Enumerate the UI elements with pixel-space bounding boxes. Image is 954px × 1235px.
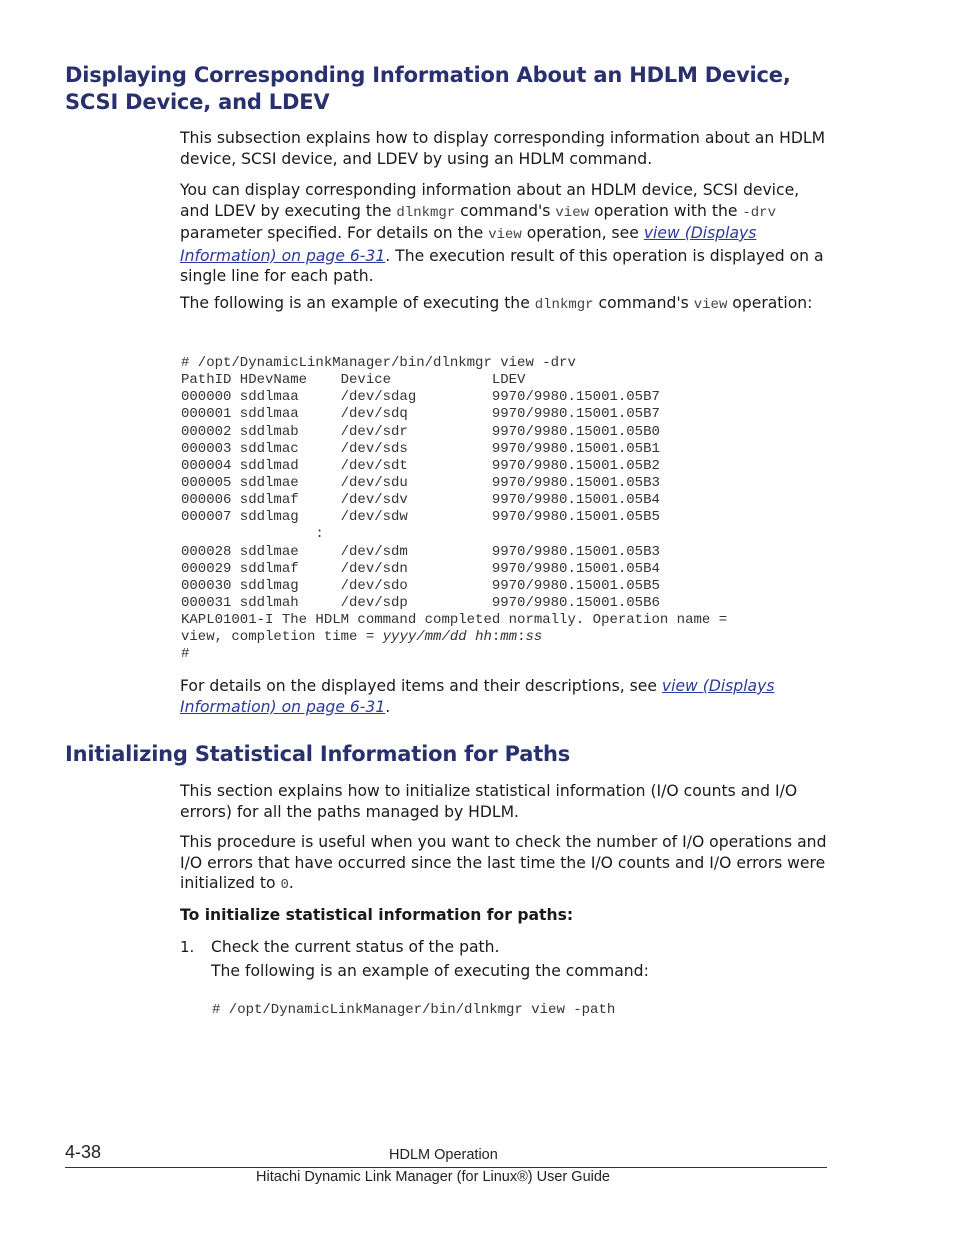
code-text: : bbox=[517, 629, 526, 646]
paragraph-intro: This subsection explains how to display corresponding information about an HDLM device, SCSI device, and LDEV by using an HDLM command. bbox=[180, 129, 826, 168]
text-run: You can display corresponding information about an HDLM device, SCSI device, and LDEV by executing the bbox=[180, 181, 800, 220]
code-block-view-path bbox=[212, 1002, 615, 1019]
code-text: view, completion time = bbox=[181, 629, 383, 646]
text-run: The following is an example of executing the bbox=[180, 294, 535, 312]
footer-chapter: HDLM Operation bbox=[389, 1147, 498, 1163]
code-line: 000030 sddlmag /dev/sdo 9970/9980.15001.05B5 bbox=[181, 577, 660, 594]
code-placeholder-ss: ss bbox=[525, 629, 543, 646]
inline-code: view bbox=[693, 297, 728, 313]
text-run: . bbox=[288, 874, 294, 892]
code-line: 000029 sddlmaf /dev/sdn 9970/9980.15001.05B4 bbox=[181, 560, 660, 577]
paragraph-example-intro bbox=[180, 293, 830, 316]
code-line: 000031 sddlmah /dev/sdp 9970/9980.15001.05B6 bbox=[181, 594, 660, 611]
text-run: This procedure is useful when you want to check the number of I/O operations and I/O errors that have occurred since the last time the I/O counts and I/O errors were initialized to bbox=[180, 833, 827, 892]
code-line: # /opt/DynamicLinkManager/bin/dlnkmgr view -path bbox=[212, 1002, 616, 1018]
code-block-view-drv bbox=[181, 355, 727, 664]
section-heading-initializing-stats: Initializing Statistical Information for Paths bbox=[65, 742, 571, 766]
paragraph-init-purpose bbox=[180, 832, 830, 896]
text-run: . The execution result of this operation is displayed on a single line for each path. bbox=[180, 246, 824, 285]
text-run: command's bbox=[455, 201, 556, 220]
inline-code: view bbox=[555, 204, 589, 221]
code-line-completion-time bbox=[181, 629, 727, 646]
procedure-title: To initialize statistical information for paths: bbox=[180, 906, 574, 924]
paragraph-init-intro: This section explains how to initialize statistical information (I/O counts and I/O errors) for all the paths managed by HDLM. bbox=[180, 782, 798, 821]
text-run: parameter specified. For details on the bbox=[180, 224, 489, 242]
paragraph-view-drv bbox=[180, 180, 830, 287]
paragraph-details bbox=[180, 676, 830, 717]
xref-link-view-2[interactable]: view (Displays Information) on page 6-31 bbox=[180, 677, 775, 716]
inline-code: view bbox=[488, 227, 522, 243]
code-placeholder-mm: mm bbox=[500, 629, 518, 646]
code-line: 000005 sddlmae /dev/sdu 9970/9980.15001.05B3 bbox=[181, 474, 660, 491]
step-number: 1. bbox=[180, 938, 195, 956]
code-line: 000007 sddlmag /dev/sdw 9970/9980.15001.05B5 bbox=[181, 509, 660, 526]
code-text bbox=[467, 629, 475, 645]
text-run: . bbox=[385, 697, 391, 716]
step-subtext: The following is an example of executing the command: bbox=[211, 962, 649, 980]
code-line: 000004 sddlmad /dev/sdt 9970/9980.15001.05B2 bbox=[181, 457, 660, 474]
code-line: 000003 sddlmac /dev/sds 9970/9980.15001.05B1 bbox=[181, 440, 660, 457]
inline-code: dlnkmgr bbox=[396, 204, 456, 221]
code-text: : bbox=[491, 629, 501, 646]
code-line: 000028 sddlmae /dev/sdm 9970/9980.15001.05B3 bbox=[181, 543, 660, 560]
code-placeholder-date: yyyy/mm/dd bbox=[382, 629, 467, 646]
code-line: # /opt/DynamicLinkManager/bin/dlnkmgr view -drv bbox=[181, 355, 576, 371]
code-line: 000002 sddlmab /dev/sdr 9970/9980.15001.05B0 bbox=[181, 423, 660, 440]
code-line: 000006 sddlmaf /dev/sdv 9970/9980.15001.05B4 bbox=[181, 492, 660, 509]
code-line-prompt: # bbox=[181, 646, 190, 663]
text-run: For details on the displayed items and their descriptions, see bbox=[180, 677, 662, 695]
inline-code: -drv bbox=[742, 204, 776, 221]
text-run: operation: bbox=[727, 294, 813, 312]
footer-guide-title: Hitachi Dynamic Link Manager (for Linux®) User Guide bbox=[256, 1169, 610, 1185]
code-line: 000000 sddlmaa /dev/sdag 9970/9980.15001.05B7 bbox=[181, 389, 660, 406]
step-text: Check the current status of the path. bbox=[211, 938, 500, 956]
inline-code: 0 bbox=[280, 877, 289, 893]
footer-divider bbox=[65, 1167, 827, 1168]
inline-code: dlnkmgr bbox=[534, 297, 594, 313]
text-run: command's bbox=[593, 294, 694, 312]
code-line: : bbox=[181, 526, 324, 543]
code-line: 000001 sddlmaa /dev/sdq 9970/9980.15001.05B7 bbox=[181, 406, 660, 423]
section-heading-displaying-info: Displaying Corresponding Information About an HDLM Device, SCSI Device, and LDEV bbox=[65, 63, 791, 114]
code-placeholder-hh: hh bbox=[475, 629, 492, 646]
code-line: PathID HDevName Device LDEV bbox=[181, 372, 526, 389]
code-line: KAPL01001-I The HDLM command completed normally. Operation name = bbox=[181, 612, 728, 629]
text-run: operation, see bbox=[521, 224, 644, 242]
text-run: operation with the bbox=[589, 201, 743, 220]
xref-link-view[interactable]: view (Displays Information) on page 6-31 bbox=[180, 224, 757, 265]
page-number: 4-38 bbox=[65, 1142, 102, 1162]
